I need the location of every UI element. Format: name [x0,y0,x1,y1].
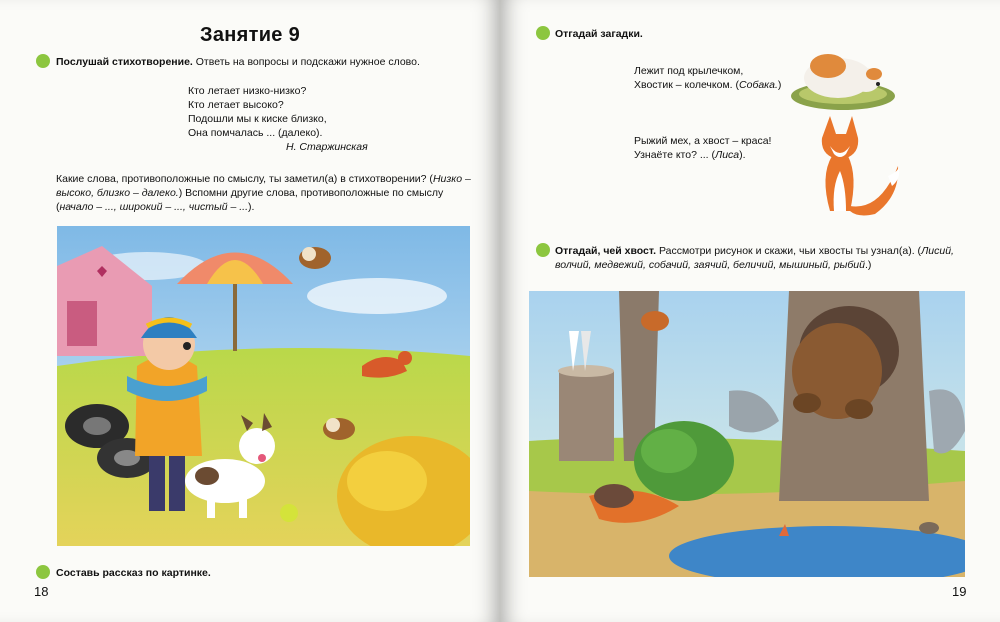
task-whose-tail: Отгадай, чей хвост. Рассмотри рисунок и скажи, чьи хвосты ты узнал(а). (Лисий, волчий, медвежий, собачий, заячий, беличий, мышиный, рыбий.) [555,245,954,271]
lesson-title: Занятие 9 [200,24,300,46]
bullet-icon [36,54,50,68]
poem-line: Подошли мы к киске близко, [188,113,327,125]
poem-line: Кто летает низко-низко? [188,85,307,97]
poem-author: Н. Старжинская [286,141,368,153]
fox-picture [800,116,906,220]
task-compose-story: Составь рассказ по картинке. [56,567,211,579]
right-page [500,0,1000,622]
bullet-icon [536,26,550,40]
sleeping-dog-picture [788,44,898,114]
poem [188,84,368,154]
bullet-icon [36,565,50,579]
page-number: 19 [952,584,967,599]
task-riddles: Отгадай загадки. [555,28,643,40]
illustration-forest-tails [529,291,965,577]
question-paragraph: Какие слова, противоположные по смыслу, ты заметил(а) в стихотворении? (Низко – высоко, близко – далеко.) Вспомни другие слова, противоположные по смыслу (начало – ..., широкий – ..., чистый – ...). [56,173,471,213]
bullet-icon [536,243,550,257]
poem-line: Кто летает высоко? [188,99,284,111]
riddle-dog: Лежит под крылечком, Хвостик – колечком. (Собака.) [634,65,782,91]
poem-line: Она помчалась ... (далеко). [188,127,323,139]
task-listen-poem: Послушай стихотворение. Ответь на вопросы и подскажи нужное слово. [56,56,420,68]
riddle-fox: Рыжий мех, а хвост – краса! Узнаёте кто? ... (Лиса). [634,135,772,161]
page-number: 18 [34,584,49,599]
illustration-boy-dog [57,226,470,546]
